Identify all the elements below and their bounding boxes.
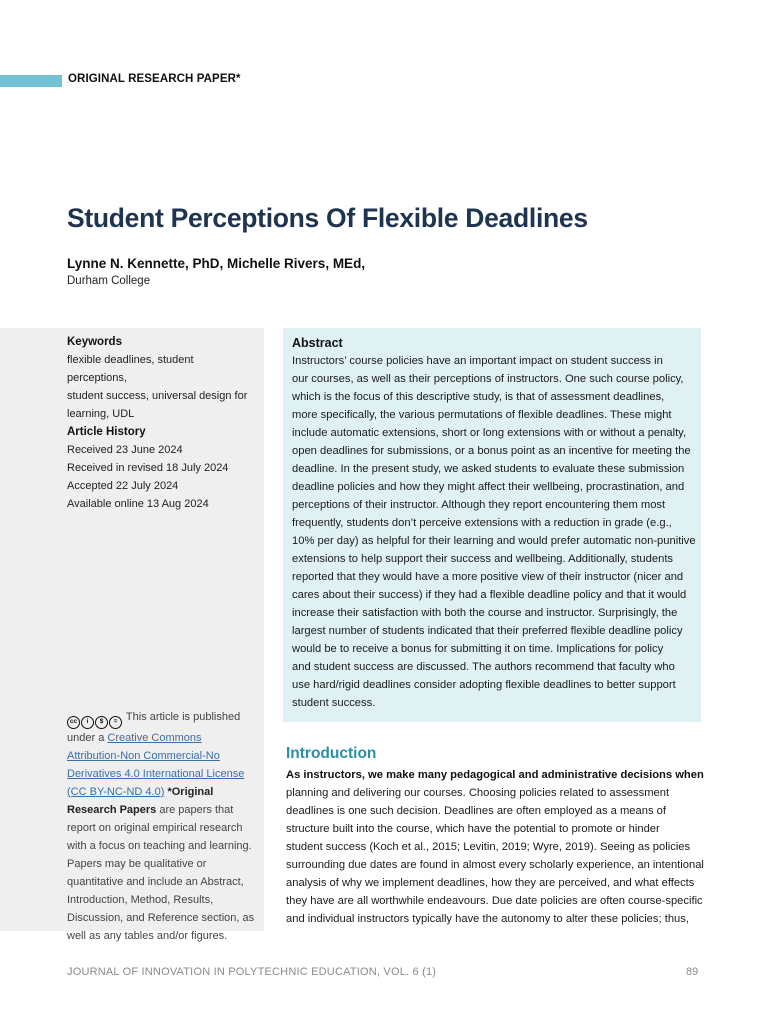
history-received: Received 23 June 2024 [67, 444, 183, 456]
abstract-line: 10% per day) as helpful for their learning and would prefer automatic non-punitive [292, 535, 696, 547]
footer-journal-name: JOURNAL OF INNOVATION IN POLYTECHNIC EDUCATION, VOL. 6 (1) [67, 966, 437, 978]
license-link[interactable]: Creative Commons Attribution-Non Commercial-No Derivatives 4.0 International License (CC BY-NC-ND 4.0) [67, 731, 245, 798]
keywords-heading: Keywords [67, 336, 122, 348]
abstract-line: increase their satisfaction with both the course and instructor. Surprisingly, the [292, 607, 678, 619]
introduction-body [286, 784, 706, 928]
abstract-line: extensions to help support their success and wellbeing. Additionally, students [292, 553, 674, 565]
abstract-box [283, 328, 701, 722]
keywords-line: flexible deadlines, student perceptions, [67, 354, 194, 384]
article-history-section [67, 423, 255, 513]
abstract-line: reported that they would have a more positive view of their instructor (nicer and [292, 571, 684, 583]
license-text: This article is published under a [67, 711, 241, 744]
introduction-line: planning and delivering our courses. Choosing policies related to assessment [286, 787, 670, 799]
sidebar [0, 328, 264, 942]
original-research-note-label: *Original Research Papers [67, 785, 214, 816]
introduction-line: structure built into the course, which have the potential to promote or hinder [286, 823, 660, 835]
introduction-line: student success (Koch et al., 2015; Levitin, 2019; Wyre, 2019). Seeing as policies [286, 841, 691, 853]
keywords-line: learning, UDL [67, 408, 135, 420]
abstract-line: deadline policies and how they might affect their wellbeing, procrastination, and [292, 481, 685, 493]
paper-type-label: ORIGINAL RESEARCH PAPER* [68, 73, 241, 85]
history-revised: Received in revised 18 July 2024 [67, 462, 229, 474]
history-accepted: Accepted 22 July 2024 [67, 480, 179, 492]
abstract-body [292, 352, 696, 712]
article-affiliation: Durham College [67, 275, 151, 287]
abstract-line: more specifically, the various permutations of flexible deadlines. These might [292, 409, 672, 421]
abstract-line: deadline. In the present study, we asked students to evaluate these submission [292, 463, 685, 475]
abstract-line: frequently, students don’t perceive extensions with a reduction in grade (e.g., [292, 517, 672, 529]
cc-icon: cc [67, 716, 80, 729]
article-title: Student Perceptions Of Flexible Deadlines [67, 203, 588, 233]
abstract-line: and student success are discussed. The authors recommend that faculty who [292, 661, 675, 673]
keywords-line: student success, universal design for [67, 390, 248, 402]
abstract-line: would be to receive a bonus for submitting it on time. Implications for policy [292, 643, 664, 655]
introduction-lead: As instructors, we make many pedagogical and administrative decisions when [286, 769, 704, 781]
abstract-line: cares about their success) if they had a flexible deadline policy and that it would [292, 589, 687, 601]
article-history-heading: Article History [67, 426, 146, 438]
introduction-line: they have are all worthwhile endeavours. Due date policies are often course-specific [286, 895, 703, 907]
introduction-line: surrounding due dates are found in almost every scholarly experience, an intentional [286, 859, 704, 871]
abstract-line: use hard/rigid deadlines consider adopting flexible deadlines to better support [292, 679, 676, 691]
abstract-line: include automatic extensions, short or long extensions with or without a penalty, [292, 427, 687, 439]
introduction-line: deadlines is one such decision. Deadlines are often employed as a means of [286, 805, 666, 817]
article-authors: Lynne N. Kennette, PhD, Michelle Rivers, MEd, [67, 256, 366, 271]
abstract-line: our courses, as well as their perceptions of instructors. One such course policy, [292, 373, 684, 385]
introduction-line: analysis of why we implement deadlines, how they are perceived, and what effects [286, 877, 695, 889]
nc-icon: $ [95, 716, 108, 729]
abstract-heading: Abstract [292, 336, 343, 350]
abstract-line: open deadlines for submissions, or a bonus point as an incentive for meeting the [292, 445, 691, 457]
accent-bar [0, 75, 62, 87]
abstract-line: largest number of students indicated that their preferred flexible deadline policy [292, 625, 683, 637]
by-icon: i [81, 716, 94, 729]
introduction-heading: Introduction [286, 745, 377, 762]
keywords-section [67, 333, 255, 423]
abstract-line: student success. [292, 697, 376, 709]
original-research-note-text: are papers that report on original empirical research with a focus on teaching and learning. Papers may be qualitative or quantitative and include an Abstract, Introduction, Method, Results, Discussion, and Reference section, as well as any tables and/or figures. [67, 803, 255, 942]
introduction-section [286, 744, 706, 928]
abstract-line: which is the focus of this descriptive study, is that of assessment deadlines, [292, 391, 665, 403]
cc-license-icons [67, 716, 122, 729]
footer-page-number: 89 [686, 966, 699, 978]
abstract-line: perceptions of their instructor. Although they report encountering them most [292, 499, 666, 511]
abstract-line: Instructors’ course policies have an important impact on student success in [292, 355, 663, 367]
history-online: Available online 13 Aug 2024 [67, 498, 209, 510]
license-block [67, 708, 255, 945]
nd-icon: = [109, 716, 122, 729]
introduction-line: and individual instructors typically have the autonomy to alter these policies; thus, [286, 913, 689, 925]
